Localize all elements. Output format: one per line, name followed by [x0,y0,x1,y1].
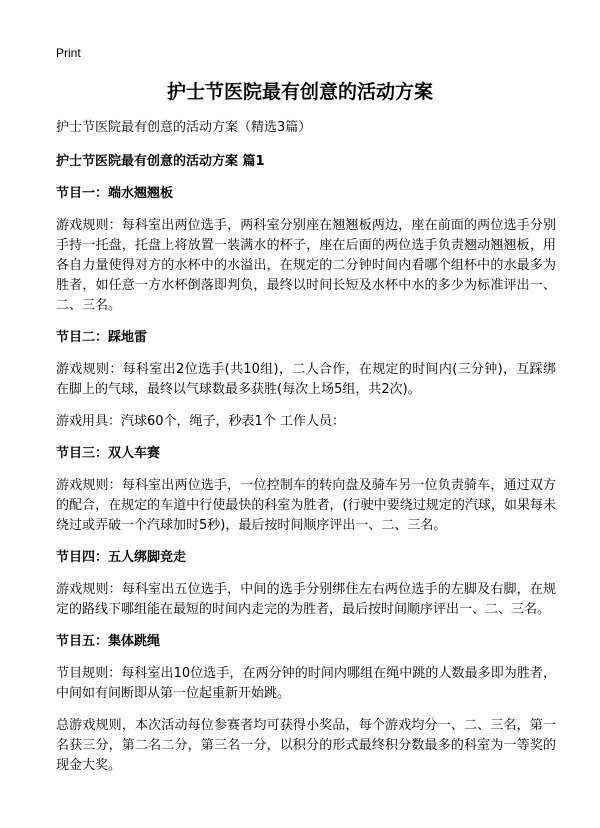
section-title: 节目一：端水翘翘板 [56,186,174,201]
section-paragraph: 游戏规则：每科室出2位选手(共10组)，二人合作，在规定的时间内(三分钟)，互踩绑在脚上的气球，最终以气球数最多获胜(每次上场5组，共2次)。 [56,362,556,397]
article-subtitle: 护士节医院最有创意的活动方案（精选3篇） [56,120,312,135]
print-link[interactable]: Print [56,46,81,60]
part-title: 护士节医院最有创意的活动方案 篇1 [56,154,265,169]
section-3 [56,444,556,536]
section-paragraph: 游戏用具：汽球60个，绳子，秒表1个 工作人员： [56,414,345,429]
section-4 [56,548,556,620]
section-title: 节目五：集体跳绳 [56,634,161,649]
section-title: 节目四：五人绑脚竞走 [56,550,187,565]
section-title: 节目三：双人车赛 [56,446,161,461]
section-title: 节目二：踩地雷 [56,330,148,345]
section-paragraph: 游戏规则：每科室出两位选手，一位控制车的转向盘及骑车另一位负责骑车，通过双方的配合，在规定的车道中行使最快的科室为胜者，(行驶中要绕过规定的汽球，如果每未绕过或弄破一个汽球加时5秒)，最后按时间顺序评出一、二、三名。 [56,478,556,533]
section-paragraph: 游戏规则：每科室出两位选手，两科室分别座在翘翘板两边，座在前面的两位选手分别手持一托盘，托盘上将放置一装满水的杯子，座在后面的两位选手负责翘动翘翘板，用各自力量使得对方的水杯中的水溢出，在规定的二分钟时间内看哪个组杯中的水最多为胜者，如任意一方水杯倒落即判负，最终以时间长短及水杯中水的多少为标准评出一、二、三名。 [56,218,556,313]
section-2 [56,328,556,432]
section-paragraph: 游戏规则：每科室出五位选手，中间的选手分别绑住左右两位选手的左脚及右脚，在规定的路线下哪组能在最短的时间内走完的为胜者，最后按时间顺序评出一、二、三名。 [56,582,556,617]
section-5 [56,632,556,776]
page-title: 护士节医院最有创意的活动方案 [166,81,433,103]
section-paragraph: 节目规则：每科室出10位选手，在两分钟的时间内哪组在绳中跳的人数最多即为胜者，中间如有间断即从第一位起重新开始跳。 [56,666,556,701]
section-paragraph: 总游戏规则，本次活动每位参赛者均可获得小奖品，每个游戏均分一、二、三名，第一名获三分，第二名二分，第三名一分，以积分的形式最终积分数最多的科室为一等奖的现金大奖。 [56,718,556,773]
section-1 [56,184,556,316]
article-body [56,118,556,788]
